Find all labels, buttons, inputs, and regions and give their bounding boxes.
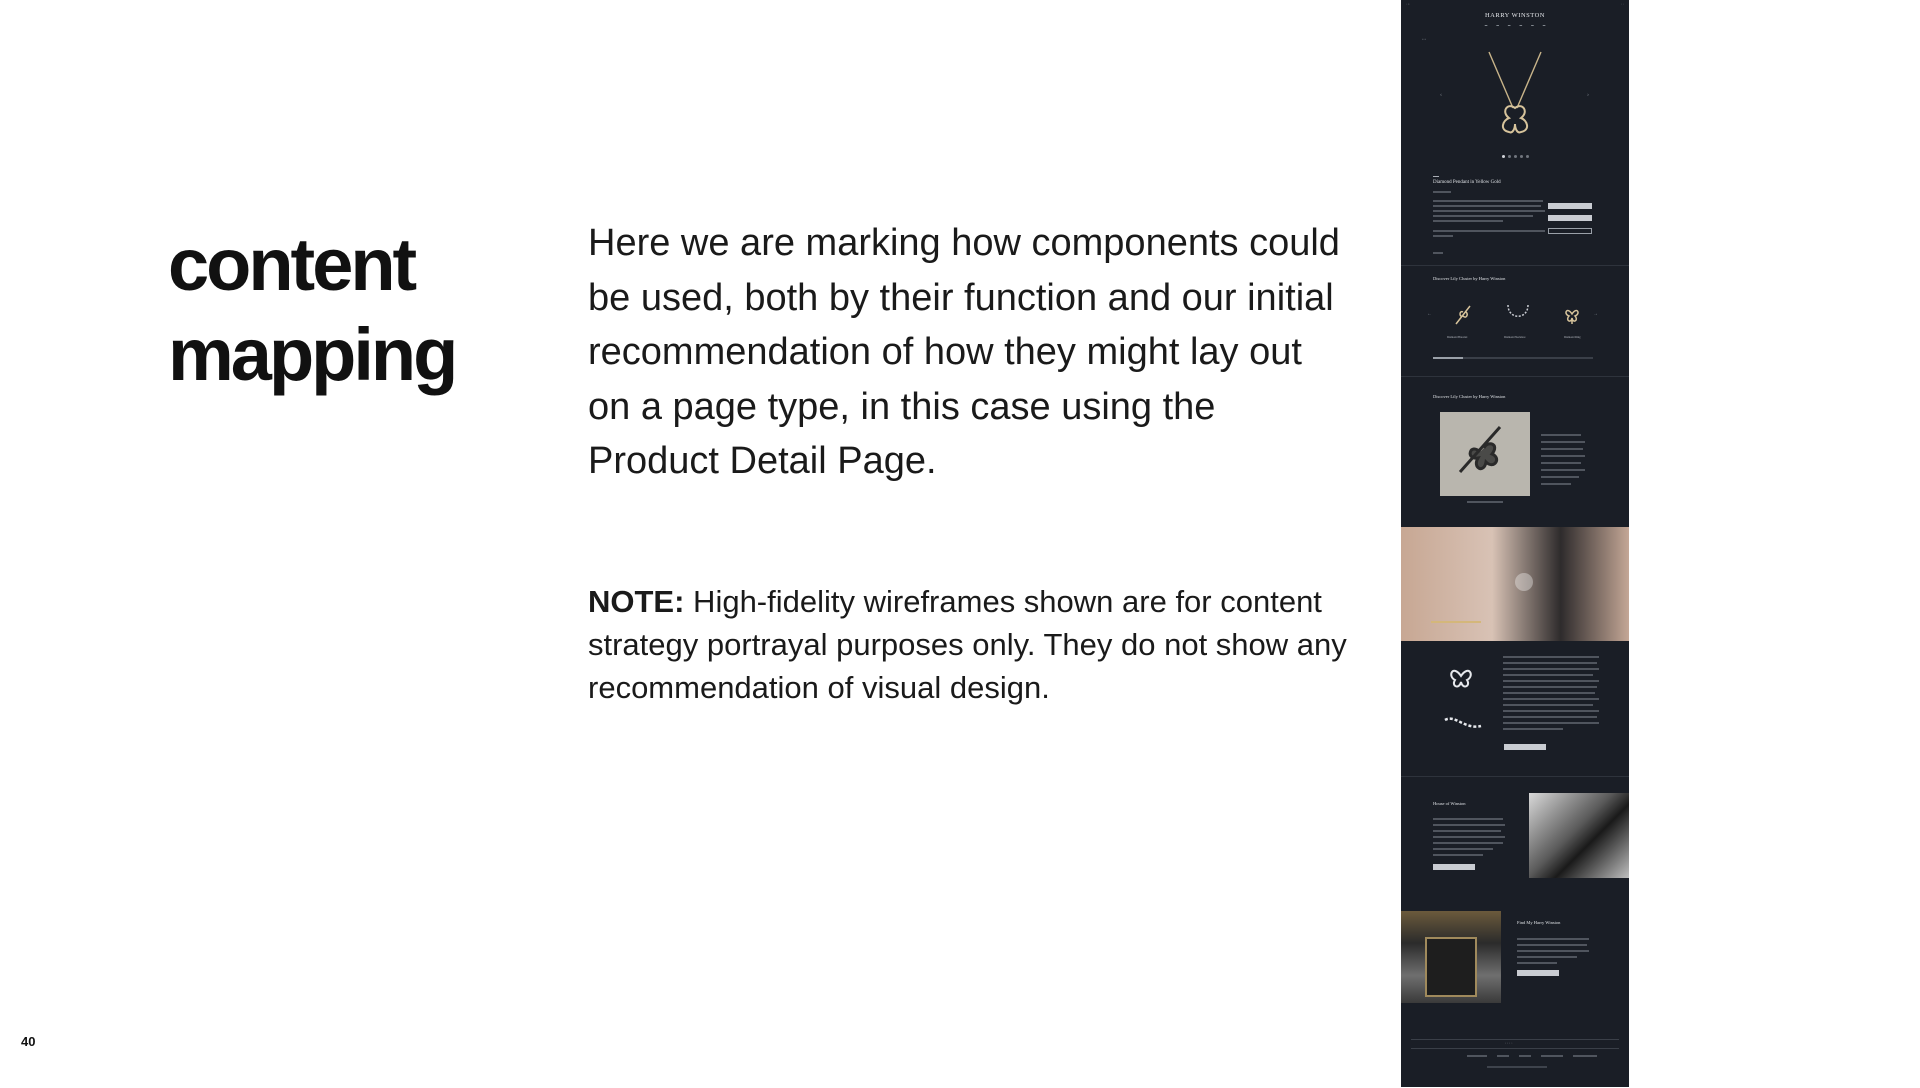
video-hands-image <box>1401 527 1629 641</box>
page-number: 40 <box>21 1034 36 1049</box>
note-label: NOTE: <box>588 584 685 619</box>
related-item-2: Diamond Necklace <box>1504 336 1526 339</box>
carousel-heading: Discover Lily Cluster by Harry Winston <box>1433 276 1506 281</box>
store-image <box>1401 911 1501 1003</box>
related-item-3: Diamond Ring <box>1564 336 1581 339</box>
slide-title-line-1: content <box>168 223 415 306</box>
pdp-wireframe-thumbnail: ◦ ⌕ ◦ ◦ HARRY WINSTON ▬ ▬ ▬ ▬ ▬ ▬ ▪ ▪ ▪ ‹ › ▬▬ Diamond Pendant in Yellow Gold Discover Lily Cluster by Harry Winston ← → Diamond Bracelet Diamond Necklace Diamond Ring Discover Lily Cluster by Harry Winston House of Winston Find My Harry Winston ◦◦◦◦ <box>1401 0 1629 1087</box>
lily-ring-image <box>1445 660 1477 692</box>
related-bracelet-image <box>1453 302 1473 328</box>
related-necklace-image <box>1505 302 1531 324</box>
book-appointment-button[interactable] <box>1548 215 1592 221</box>
discover-button[interactable] <box>1504 744 1546 750</box>
carousel-prev-icon: ‹ <box>1440 92 1442 98</box>
house-cta-button[interactable] <box>1433 864 1475 870</box>
slide-title <box>168 220 455 400</box>
story-sketch-image <box>1440 412 1530 496</box>
find-store-button[interactable] <box>1517 970 1559 976</box>
note-text: High-fidelity wireframes shown are for content strategy portrayal purposes only. They do not show any recommendation of visual design. <box>588 584 1347 705</box>
play-icon[interactable] <box>1515 573 1533 591</box>
wireframe-breadcrumb: ▪ ▪ ▪ <box>1422 38 1427 41</box>
lily-earring-image <box>1441 712 1485 736</box>
house-heading: House of Winston <box>1433 801 1466 806</box>
footer-social-icons[interactable]: ◦◦◦◦ <box>1505 1041 1514 1045</box>
product-title: Diamond Pendant in Yellow Gold <box>1433 180 1501 185</box>
slide-body-text: Here we are marking how components could be used, both by their function and our initial recommendation of how they might lay out on a page type, in this case using the Product Detail Page. <box>588 222 1340 482</box>
related-ring-image <box>1561 302 1583 326</box>
slide-title-line-2: mapping <box>168 313 456 396</box>
slide-note <box>588 580 1348 709</box>
wireframe-topbar: ◦ ⌕ ◦ ◦ <box>1406 2 1624 6</box>
wireframe-brand-logo: HARRY WINSTON <box>1484 12 1545 19</box>
story-heading: Discover Lily Cluster by Harry Winston <box>1433 394 1506 399</box>
wireframe-nav: ▬ ▬ ▬ ▬ ▬ ▬ <box>1484 24 1546 27</box>
house-image <box>1529 793 1629 878</box>
related-item-1: Diamond Bracelet <box>1447 336 1468 339</box>
carousel-next-icon: › <box>1587 92 1589 98</box>
pendant-image <box>1483 50 1547 142</box>
related-prev-icon: ← <box>1427 312 1432 317</box>
related-next-icon: → <box>1593 312 1598 317</box>
wishlist-button[interactable] <box>1548 228 1592 234</box>
find-heading: Find My Harry Winston <box>1517 920 1561 925</box>
add-to-bag-button[interactable] <box>1548 203 1592 209</box>
carousel-dots <box>1502 155 1529 158</box>
